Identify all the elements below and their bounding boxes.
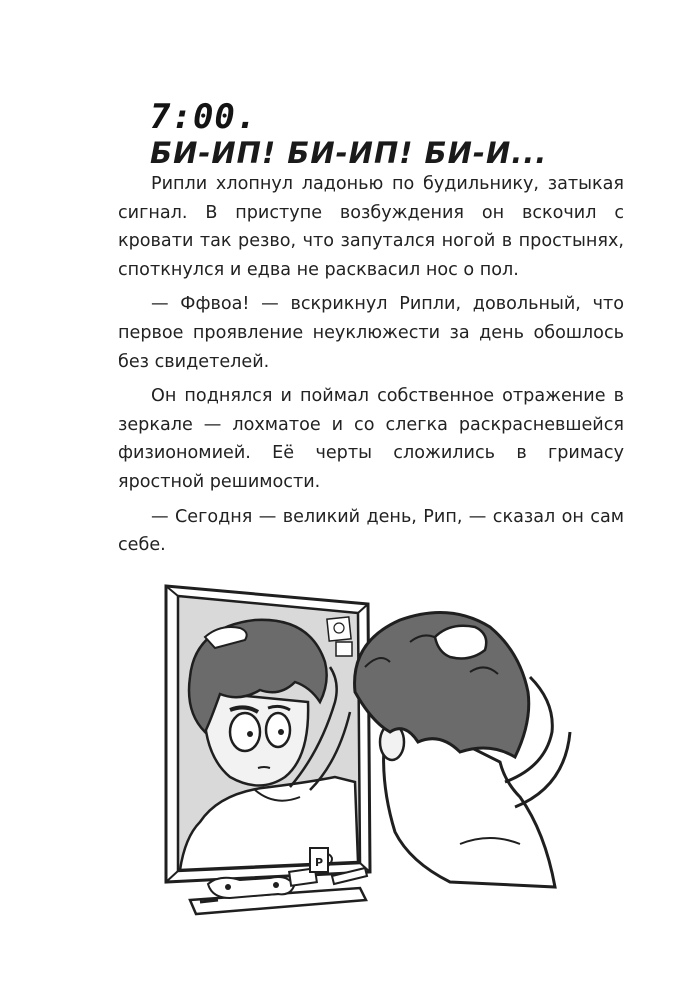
chapter-time-heading: 7:00. bbox=[150, 97, 258, 137]
mirror-scene-drawing bbox=[160, 582, 580, 922]
game-controller-icon bbox=[208, 877, 294, 898]
reflection-right-eye bbox=[266, 713, 290, 747]
paragraph-1: Рипли хлопнул ладонью по будильнику, затыкая сигнал. В приступе возбуждения он вскочил с кровати так резво, что запутался ногой в простынях, споткнулся и едва не расквасил нос о пол. bbox=[118, 174, 624, 280]
paragraph-2: — Ффвоа! — вскрикнул Рипли, довольный, что первое проявление неуклюжести за день обошлось без свидетелей. bbox=[118, 294, 624, 372]
reflection-left-eye bbox=[230, 713, 260, 751]
mirror-illustration bbox=[160, 582, 580, 922]
story-text bbox=[118, 170, 624, 566]
mug-label: P bbox=[315, 856, 324, 869]
alarm-sound-heading: БИ-ИП! БИ-ИП! БИ-И... bbox=[150, 136, 548, 170]
paragraph-3: Он поднялся и поймал собственное отражение в зеркале — лохматое и со слегка раскрасневшейся физиономией. Её черты сложились в гримасу яростной решимости. bbox=[118, 386, 624, 492]
boy-hand bbox=[435, 626, 486, 659]
paragraph-4: — Сегодня — великий день, Рип, — сказал он сам себе. bbox=[118, 506, 624, 556]
